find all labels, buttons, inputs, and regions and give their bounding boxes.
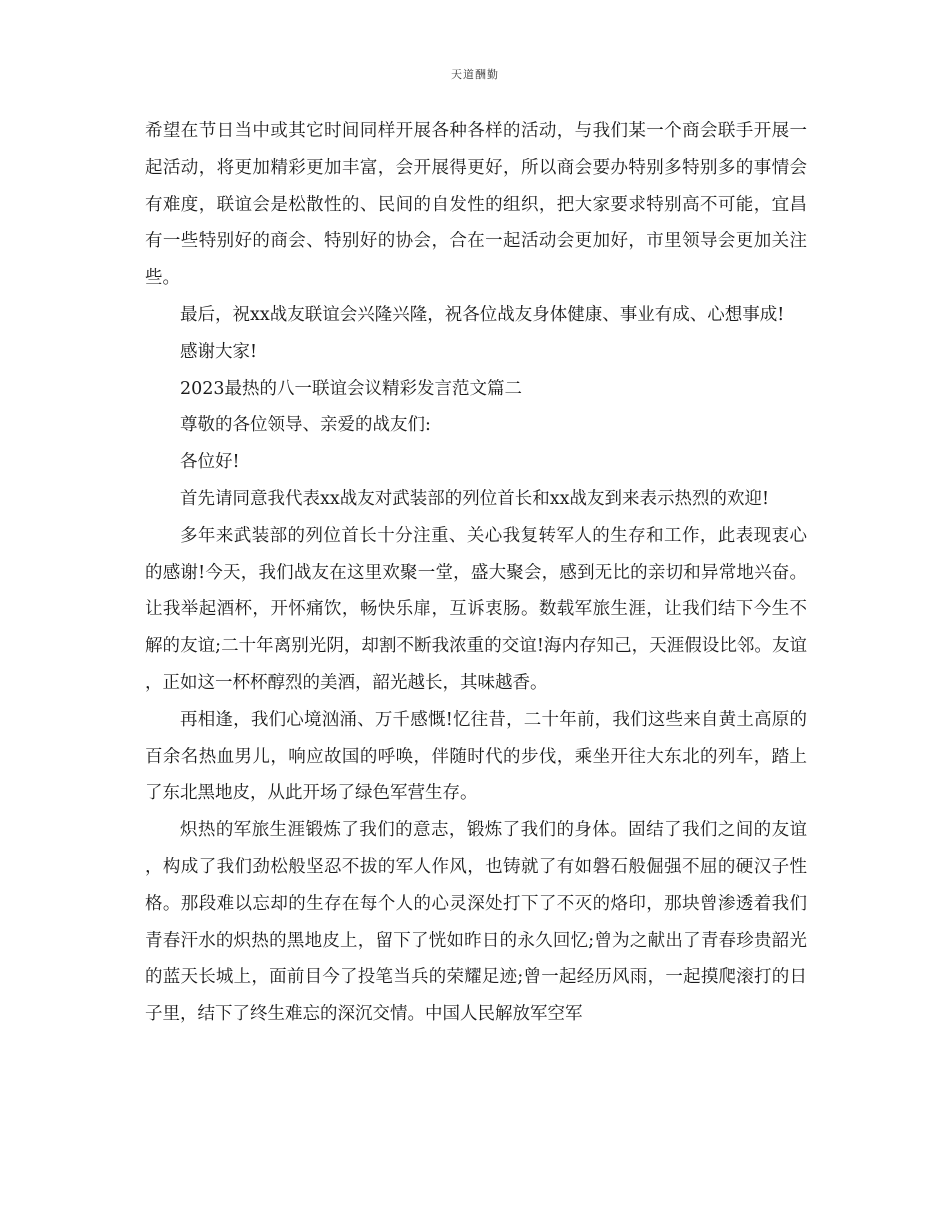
paragraph-reunion: 再相逢，我们心境汹涌、万千感慨!忆往昔，二十年前，我们这些来自黄土高原的百余名热血男儿，响应故国的呼唤，伴随时代的步伐，乘坐开往大东北的列车，踏上了东北黑地皮，从此开场了绿色军营生存。 <box>145 709 807 804</box>
paragraph-thanks: 感谢大家! <box>180 341 258 362</box>
document-body <box>145 113 807 1033</box>
section-title: 2023最热的八一联谊会议精彩发言范文篇二 <box>180 378 523 399</box>
paragraph-military-life: 炽热的军旅生涯锻炼了我们的意志，锻炼了我们的身体。固结了我们之间的友谊，构成了我们劲松般坚忍不拔的军人作风，也铸就了有如磐石般倔强不屈的硬汉子性格。那段难以忘却的生存在每个人的心灵深处打下了不灭的烙印，那块曾渗透着我们青春汗水的炽热的黑地皮上，留下了恍如昨日的永久回忆;曾为之献出了青春珍贵韶光的蓝天长城上，面前目今了投笔当兵的荣耀足迹;曾一起经历风雨，一起摸爬滚打的日子里，结下了终生难忘的深沉交情。中国人民解放军空军 <box>145 820 807 1025</box>
paragraph-salutation: 尊敬的各位领导、亲爱的战友们: <box>180 415 431 436</box>
paragraph-closing-wish: 最后，祝xx战友联谊会兴隆兴隆，祝各位战友身体健康、事业有成、心想事成! <box>180 304 785 325</box>
page-header: 天道酬勤 <box>451 68 499 81</box>
paragraph-welcome: 首先请同意我代表xx战友对武装部的列位首长和xx战友到来表示热烈的欢迎! <box>180 488 770 509</box>
paragraph-gratitude: 多年来武装部的列位首长十分注重、关心我复转军人的生存和工作，此表现衷心的感谢!今天，我们战友在这里欢聚一堂，盛大聚会，感到无比的亲切和异常地兴奋。让我举起酒杯，开怀痛饮，畅快乐扉，互诉衷肠。数载军旅生涯，让我们结下今生不解的友谊;二十年离别光阴，却割不断我浓重的交谊!海内存知己，天涯假设比邻。友谊，正如这一杯杯醇烈的美酒，韶光越长，其味越香。 <box>145 525 807 693</box>
paragraph-continuation: 希望在节日当中或其它时间同样开展各种各样的活动，与我们某一个商会联手开展一起活动，将更加精彩更加丰富，会开展得更好，所以商会要办特别多特别多的事情会有难度，联谊会是松散性的、民间的自发性的组织，把大家要求特别高不可能，宜昌有一些特别好的商会、特别好的协会，合在一起活动会更加好，市里领导会更加关注些。 <box>145 121 807 289</box>
paragraph-greeting: 各位好! <box>180 452 240 473</box>
